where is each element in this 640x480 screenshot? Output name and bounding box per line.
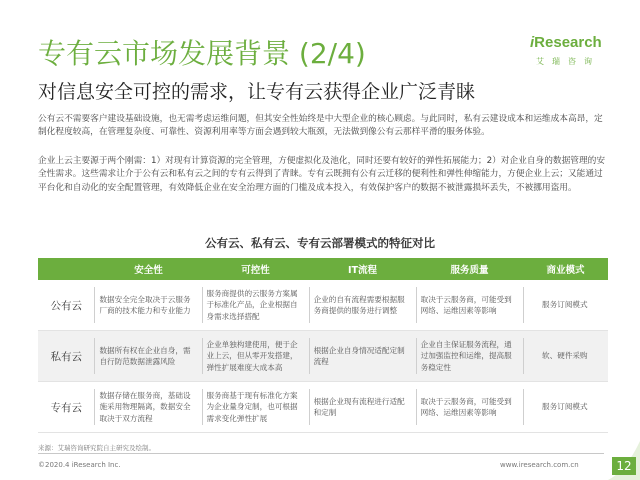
table-cell: 服务订阅模式 bbox=[542, 300, 588, 310]
row-label: 专有云 bbox=[50, 401, 82, 414]
body-paragraph-1: 公有云不需要客户建设基础设施，也无需考虑运维问题，但其安全性始终是中大型企业的核心顾虑。与此同时，私有云建设成本和运维成本高昂，定制化程度较高，在管理复杂度、可靠性、资源利用率等方面会遇到较大瓶颈，无法做到像公有云那样平滑的服务体验。 bbox=[38, 114, 603, 138]
table-cell: 数据所有权在企业自身，需自行防范数据泄露风险 bbox=[99, 345, 191, 366]
row-label: 公有云 bbox=[50, 299, 82, 312]
table-cell: 数据存储在服务商，基础设施采用物理隔离，数据安全取决于双方流程 bbox=[99, 390, 191, 423]
table-cell: 服务订阅模式 bbox=[542, 402, 588, 412]
table-cell: 企业自主保证服务流程，通过加强监控和运维，提高服务稳定性 bbox=[420, 339, 512, 372]
header-cell-controllability: 可控性 bbox=[241, 265, 270, 276]
table-cell: 服务商提供的云服务方案属于标准化产品，企业根据自身需求选择搭配 bbox=[206, 288, 298, 321]
table-cell: 企业的自有流程需要根据服务商提供的服务进行调整 bbox=[313, 294, 405, 315]
table-title: 公有云、私有云、专有云部署模式的特征对比 bbox=[205, 236, 435, 250]
page-number: 12 bbox=[612, 457, 636, 475]
logo-i: i bbox=[530, 34, 535, 51]
comparison-table bbox=[38, 258, 608, 433]
table-header-row bbox=[38, 258, 608, 280]
logo-chinese: 艾瑞咨询 bbox=[536, 57, 600, 66]
logo-wordmark bbox=[530, 34, 602, 51]
table-cell: 服务商基于现有标准化方案为企业量身定制，也可根据需求变化弹性扩展 bbox=[206, 390, 298, 423]
copyright-text: ©2020.4 iResearch Inc. bbox=[38, 461, 121, 469]
header-cell-service-quality: 服务质量 bbox=[450, 265, 489, 276]
header-cell-it-process: IT流程 bbox=[347, 265, 377, 276]
logo-research: Research bbox=[534, 34, 602, 51]
table-row-dedicated-cloud bbox=[38, 382, 608, 433]
table-cell: 数据安全完全取决于云服务厂商的技术能力和专业能力 bbox=[99, 294, 191, 315]
header-cell-business-model: 商业模式 bbox=[546, 265, 585, 276]
table-cell: 软、硬件采购 bbox=[542, 351, 588, 361]
table-cell: 根据企业自身情况适配定制流程 bbox=[313, 345, 405, 366]
body-paragraph-2: 企业上云主要源于两个刚需：1）对现有计算资源的完全管理，方便虚拟化及池化，同时还要有较好的弹性拓展能力；2）对企业自身的数据管理的安全性需求。这些需求让介于公有云和私有云之间的专有云得到了青睐。专有云既拥有公有云迁移的便利性和弹性伸缩能力，方便企业上云；又能通过平台化和自动化的安全配置管理，有效降低企业在安全治理方面的门槛及成本投入，有效保护客户的数据不被泄露损坏丢失，不被挪用盗用。 bbox=[38, 156, 606, 193]
header-cell-security: 安全性 bbox=[134, 265, 163, 276]
website-url: www.iresearch.com.cn bbox=[500, 461, 579, 469]
page-subtitle: 对信息安全可控的需求，让专有云获得企业广泛青睐 bbox=[38, 81, 476, 103]
table-cell: 企业单独构建使用，便于企业上云，但从零开发搭建，弹性扩展难度大成本高 bbox=[206, 339, 298, 372]
row-label: 私有云 bbox=[50, 350, 82, 363]
table-row-private-cloud bbox=[38, 331, 608, 382]
table-cell: 根据企业现有流程进行适配和定制 bbox=[313, 396, 405, 417]
table-cell: 取决于云服务商，可能受到网络、运维因素等影响 bbox=[420, 396, 512, 417]
footer-divider bbox=[38, 453, 604, 454]
table-row-public-cloud bbox=[38, 280, 608, 331]
header-cell-corner bbox=[38, 258, 95, 280]
table-cell: 取决于云服务商，可能受到网络、运维因素等影响 bbox=[420, 294, 512, 315]
source-note: 来源：艾瑞咨询研究院自主研究及绘制。 bbox=[38, 444, 155, 452]
page-title: 专有云市场发展背景 (2/4) bbox=[38, 37, 366, 70]
iresearch-logo bbox=[530, 34, 606, 74]
